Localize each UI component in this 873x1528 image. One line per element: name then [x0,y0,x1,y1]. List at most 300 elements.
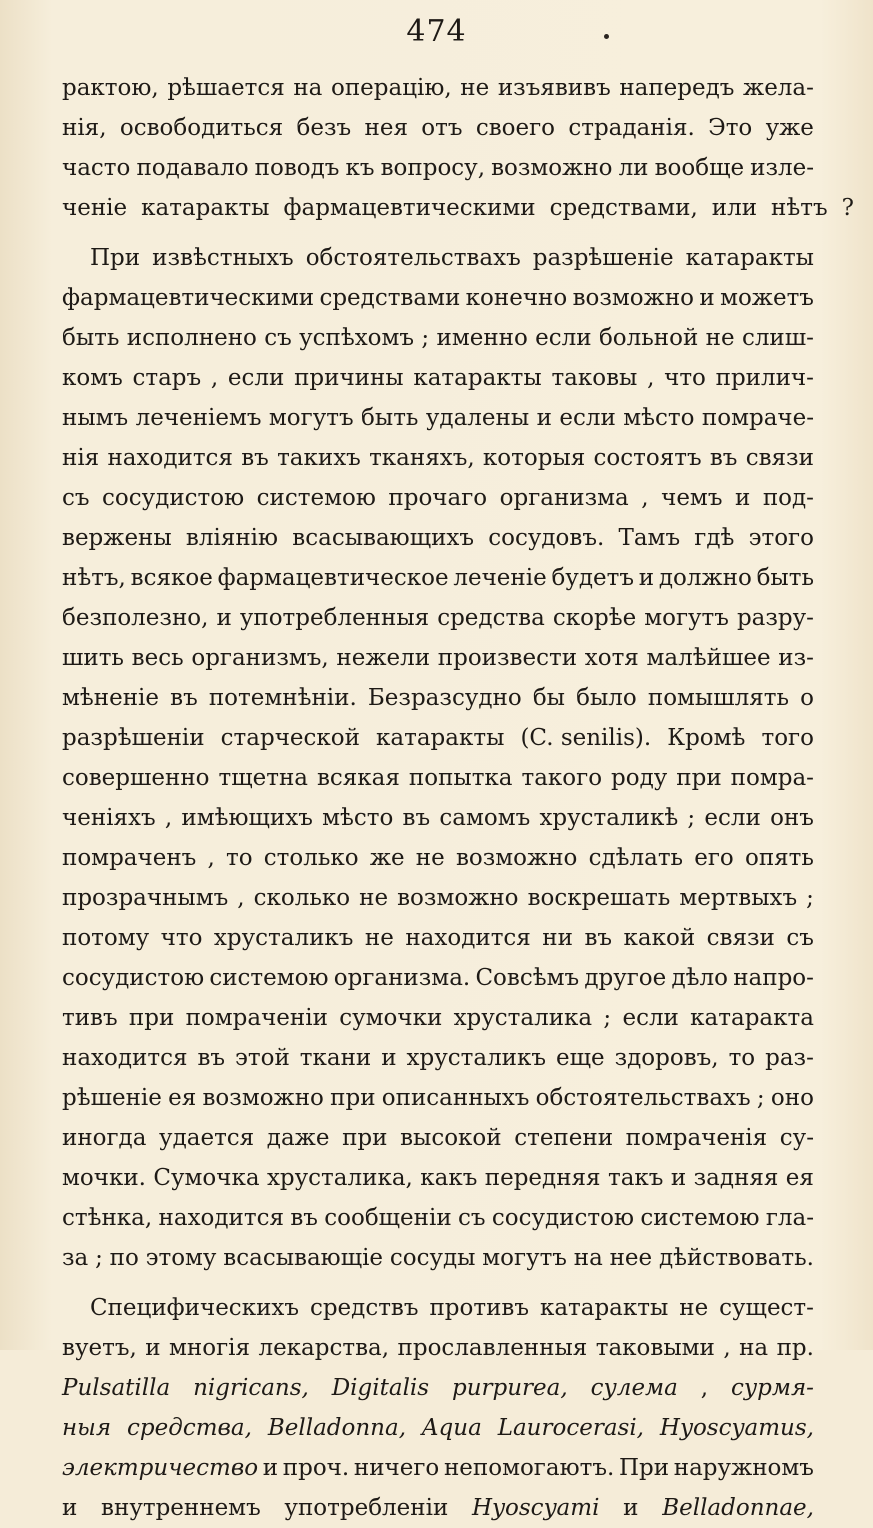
word: ; [687,805,696,831]
word: могутъ [644,605,729,631]
word: что [664,365,706,391]
word: прочаго [388,485,488,511]
word: столько [263,845,359,871]
word: фармацевтическое [217,565,449,591]
word: вуетъ, [62,1335,137,1361]
word: организма [499,485,629,511]
text-line [62,1158,814,1198]
word: Hyoscyami [471,1495,600,1521]
word: рѣшеніе [62,1085,162,1111]
word: внутреннемъ [101,1495,261,1521]
word: даже [266,1125,330,1151]
word: освободиться [119,115,284,141]
word: изъявивъ [497,75,611,101]
page-number: 474 [406,14,467,49]
text-line [62,878,814,918]
word: сосуды [389,1245,476,1271]
word: лекарства, [258,1335,390,1361]
word: , [164,805,173,831]
word: безполезно, [62,605,209,631]
word: помраче- [701,405,814,431]
word: старъ [132,365,202,391]
word: ? [841,195,854,221]
word: нымъ [62,405,129,431]
word: , [700,1375,709,1401]
word: таковы [551,365,638,391]
word: мочки. [62,1165,146,1191]
word: , [210,365,219,391]
word: всасывающіе [223,1245,384,1271]
text-line [62,1408,814,1448]
word: въ [402,805,431,831]
word: того [761,725,814,751]
word: конечно [465,285,568,311]
word: мѣсто [322,805,394,831]
word: подавало [136,155,249,181]
word: уже [765,115,814,141]
word: помраченіи [185,1005,328,1031]
word: не [460,75,490,101]
word: съ [264,325,292,351]
word: помраченія [625,1125,768,1151]
word: Кромѣ [667,725,746,751]
word: проч. [282,1455,350,1481]
word: ея [785,1165,814,1191]
text-line [62,638,814,678]
word: быть [361,405,419,431]
word: су- [779,1125,814,1151]
word: рѣшается [167,75,285,101]
word: хрусталикъ [213,925,354,951]
text-line [62,398,814,438]
word: (C. senilis). [520,725,652,751]
word: сосудистою [102,485,245,511]
word: сулема [590,1375,678,1401]
word: находится [107,445,233,471]
word: такого [521,765,603,791]
word: своего [475,115,556,141]
word: возможно [455,845,578,871]
word: напро- [733,965,814,991]
word: поводъ [254,155,340,181]
word: часто [62,155,131,181]
word: Специфическихъ [90,1295,299,1321]
word: можетъ [720,285,814,311]
word: и [145,1335,161,1361]
word: катаракты [413,365,542,391]
text-line [62,1118,814,1158]
word: Pulsatilla [62,1375,171,1401]
word: какъ [420,1165,478,1191]
word: разру- [736,605,814,631]
word: всякое [130,565,213,591]
word: этой [235,1045,290,1071]
text-line [62,758,814,798]
word: вопросу, [380,155,486,181]
word: его [694,845,734,871]
word: то [226,845,253,871]
word: обстоятельствахъ [535,1085,751,1111]
word: ни [542,925,573,951]
word: шить [62,645,124,671]
word: нѣтъ, [62,565,126,591]
word: прославленныя [397,1335,588,1361]
text-line [62,1198,814,1238]
word: ченіе [62,195,128,221]
word: хрусталикъ [406,1045,547,1071]
word: леченіе [453,565,547,591]
word: разрѣшеніе [532,245,674,271]
word: леченіемъ [135,405,262,431]
text-line [62,718,814,758]
word: самомъ [439,805,531,831]
word: такихъ [277,445,361,471]
word: то [728,1045,756,1071]
text-line [62,1078,814,1118]
word: опять [744,845,814,871]
word: Aqua [421,1415,482,1441]
word: системою [209,965,329,991]
word: тивъ [62,1005,118,1031]
text-line [62,518,814,558]
word: дѣло [671,965,728,991]
word: непомогаютъ. [443,1455,615,1481]
text-line [62,838,814,878]
word: изле- [750,155,814,181]
word: и [216,605,232,631]
word: хрусталика, [266,1165,413,1191]
word: ; [95,1245,103,1271]
word: малѣйшее [646,645,771,671]
word: съ [458,1205,486,1231]
word: жела- [743,75,814,101]
word: мѣненіе [62,685,159,711]
word: средствами, [549,195,698,221]
word: сообщеніи [324,1205,452,1231]
word: тканяхъ, [369,445,475,471]
word: если [227,365,285,391]
word: чемъ [661,485,723,511]
word: и [536,405,552,431]
word: удалены [425,405,530,431]
paragraph-p1 [62,68,854,228]
word: къ [345,155,375,181]
word: страданія. [568,115,695,141]
word: средствъ [309,1295,419,1321]
word: пр. [776,1335,814,1361]
word: описанныхъ [381,1085,530,1111]
word: вліянію [185,525,279,551]
text-line [62,918,814,958]
word: , [641,485,649,511]
word: употребленіи [284,1495,449,1521]
word: этому [145,1245,217,1271]
word: ткани [299,1045,372,1071]
word: передняя [484,1165,601,1191]
word: всасывающихъ [292,525,475,551]
word: успѣхомъ [299,325,415,351]
word: При [90,245,141,271]
text-line [62,358,814,398]
word: за [62,1245,89,1271]
word: и [734,485,751,511]
word: системою [640,1205,760,1231]
word: въ [709,445,738,471]
word: сдѣлать [588,845,684,871]
word: могутъ [268,405,354,431]
word: ничего [353,1455,440,1481]
word: находится [405,925,531,951]
word: тщетна [218,765,308,791]
text-line [62,958,814,998]
word: катаракта [690,1005,814,1031]
word: системою [256,485,376,511]
word: произвести [437,645,578,671]
text-line [62,598,814,638]
word: какой [623,925,696,951]
word: гла- [765,1205,814,1231]
text-line [62,1238,814,1278]
word: попытка [408,765,513,791]
word: на [293,75,323,101]
word: Hyoscyamus, [659,1415,814,1441]
word: Совсѣмъ [475,965,580,991]
word: могутъ [482,1245,567,1271]
word: по [109,1245,139,1271]
word: связи [706,925,775,951]
word: раз- [765,1045,814,1071]
word: или [711,195,758,221]
word: сосудистою [491,1205,634,1231]
word: не [415,845,445,871]
word: весь [131,645,184,671]
word: имѣющихъ [181,805,313,831]
word: будетъ [551,565,634,591]
word: под- [762,485,814,511]
word: причины [294,365,404,391]
word: наружномъ [673,1455,814,1481]
word: ли [618,155,649,181]
word: на [739,1335,769,1361]
word: потому [62,925,150,951]
text-line [62,1038,814,1078]
word: многія [169,1335,250,1361]
word: извѣстныхъ [152,245,294,271]
word: нея [364,115,408,141]
word: скорѣе [552,605,637,631]
word: здоровъ, [614,1045,719,1071]
word: комъ [62,365,123,391]
word: вержены [62,525,172,551]
word: если [535,325,592,351]
text-line [62,438,814,478]
ink-dot [604,34,609,39]
word: хрусталикѣ [539,805,679,831]
word: исполнено [126,325,257,351]
word: ; [421,325,430,351]
word: фармацевтическими [62,285,315,311]
word: При [618,1455,670,1481]
word: дѣйствовать. [658,1245,814,1271]
word: нѣтъ [771,195,828,221]
text-line [62,678,814,718]
word: же [369,845,405,871]
word: хотя [584,645,639,671]
word: иногда [62,1125,147,1151]
word: въ [170,685,198,711]
word: сосудовъ. [488,525,605,551]
word: воскрешать [527,885,671,911]
word: возможно [397,885,519,911]
text-line [62,188,854,228]
text-line [62,238,814,278]
word: онъ [770,805,814,831]
word: ; [603,1005,612,1031]
word: противъ [429,1295,529,1321]
word: Digitalis [331,1375,430,1401]
word: въ [197,1045,226,1071]
word: электричество [62,1455,259,1481]
word: прозрачнымъ [62,885,229,911]
word: помраченъ [62,845,197,871]
word: не [705,325,735,351]
word: катаракты [685,245,814,271]
word: возможно [572,285,694,311]
word: вообще [654,155,745,181]
word: при [128,1005,175,1031]
text-line [62,1328,814,1368]
text-line [62,278,814,318]
word: и [623,1495,639,1521]
text-line [62,108,814,148]
word: , [237,885,245,911]
word: отъ [421,115,463,141]
word: мѣсто [623,405,695,431]
word: напередъ [619,75,735,101]
word: и [638,565,655,591]
word: Безразсудно [367,685,522,711]
word: мертвыхъ [679,885,798,911]
word: операцію, [330,75,452,101]
word: безъ [296,115,352,141]
text-line [62,1368,814,1408]
word: было [576,685,637,711]
word: при [342,1125,388,1151]
word: задняя [693,1165,779,1191]
word: сколько [253,885,351,911]
word: помышлять [647,685,789,711]
word: въ [290,1205,318,1231]
word: ; [806,885,814,911]
text-line [62,1488,814,1528]
word: nigricans, [193,1375,309,1401]
word: связи [745,445,814,471]
word: прилич- [715,365,814,391]
word: быть [756,565,814,591]
word: находится [62,1045,188,1071]
word: бы [532,685,565,711]
word: средствами [319,285,461,311]
word: гдѣ [694,525,735,551]
word: сурмя- [730,1375,814,1401]
word: въ [584,925,613,951]
text-line [62,478,814,518]
word: на [573,1245,603,1271]
word: которыя [482,445,586,471]
word: старческой [220,725,360,751]
text-line [62,798,814,838]
word: фармацевтическими [283,195,536,221]
word: оно [770,1085,814,1111]
word: сущест- [719,1295,814,1321]
word: при [330,1085,376,1111]
word: не [364,925,394,951]
word: если [622,1005,679,1031]
word: не [679,1295,709,1321]
word: о [800,685,814,711]
word: больной [598,325,699,351]
word: нежели [336,645,431,671]
word: нія, [62,115,107,141]
paragraph-p3 [62,1288,814,1528]
word: , [647,365,655,391]
word: состоятъ [593,445,702,471]
word: из- [778,645,814,671]
word: слиш- [741,325,814,351]
word: съ [786,925,814,951]
word: возможно [491,155,613,181]
word: съ [62,485,90,511]
word: быть [62,325,120,351]
word: употребленныя [239,605,430,631]
word: ныя [62,1415,112,1441]
word: роду [611,765,668,791]
word: ея [168,1085,197,1111]
word: что [160,925,203,951]
word: катаракты [141,195,270,221]
word: и [62,1495,78,1521]
word: Belladonnae, [662,1495,814,1521]
word: если [704,805,761,831]
word: совершенно [62,765,210,791]
word: помра- [730,765,814,791]
word: если [559,405,616,431]
word: ; [756,1085,765,1111]
word: именно [436,325,528,351]
word: нія [62,445,100,471]
word: возможно [202,1085,324,1111]
word: организма. [333,965,471,991]
text-line [62,68,814,108]
word: средства, [127,1415,252,1441]
word: организмъ, [191,645,329,671]
word: Тамъ [618,525,681,551]
word: при [676,765,722,791]
text-line [62,148,814,188]
word: находится [158,1205,284,1231]
word: такъ [607,1165,664,1191]
word: разрѣшеніи [62,725,205,751]
word: хрусталика [453,1005,593,1031]
word: еще [556,1045,605,1071]
word: другое [584,965,667,991]
word: всякая [316,765,400,791]
word: сумочки [339,1005,443,1031]
text-line [62,998,814,1038]
text-line [62,558,814,598]
word: и [670,1165,687,1191]
text-line [62,1448,814,1488]
